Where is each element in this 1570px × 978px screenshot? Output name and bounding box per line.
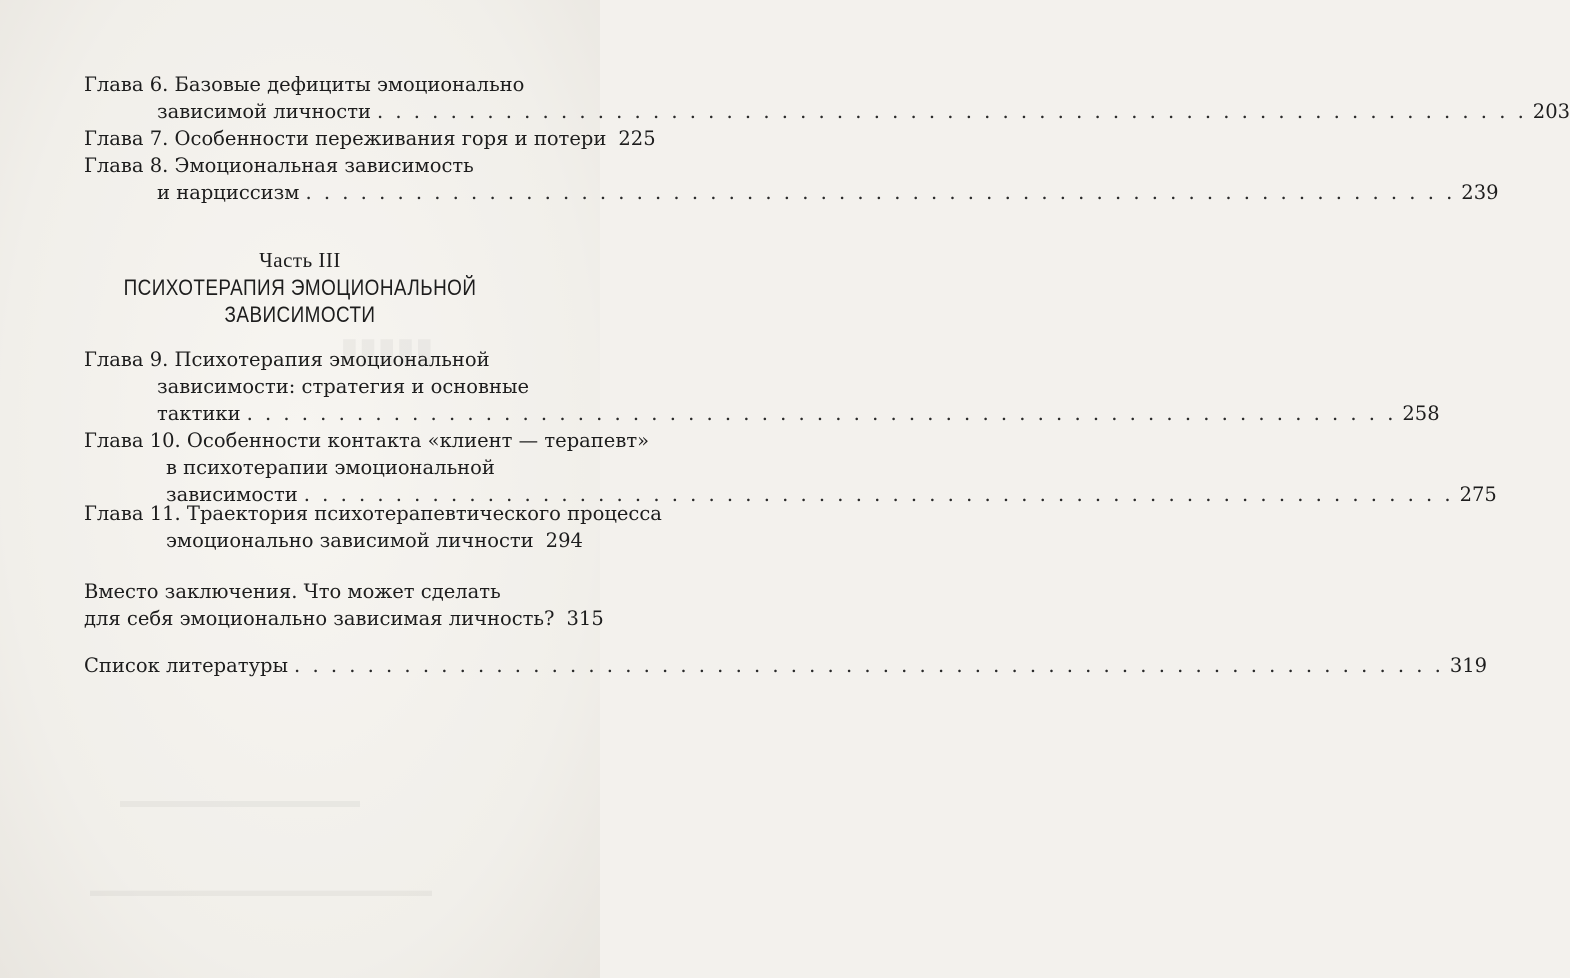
toc-entry-title: Глава 8. Эмоциональная зависимость <box>84 154 474 177</box>
dot-leader <box>294 652 1444 679</box>
part-title-continued: ЗАВИСИМОСТИ <box>224 302 376 327</box>
toc-entry-chapter-7[interactable] <box>84 125 656 152</box>
toc-entry-chapter-8[interactable] <box>84 152 1499 206</box>
toc-entry-title: Глава 7. Особенности переживания горя и потери <box>84 127 607 150</box>
toc-entry-title-continued: и нарциссизм <box>157 181 300 204</box>
page-number: 275 <box>1459 483 1497 506</box>
toc-entry-title: Глава 6. Базовые дефициты эмоционально <box>84 73 525 96</box>
toc-entry-title: Глава 10. Особенности контакта «клиент — терапевт» <box>84 429 650 452</box>
page-number: 239 <box>1461 181 1499 204</box>
part-title: ПСИХОТЕРАПИЯ ЭМОЦИОНАЛЬНОЙ <box>123 275 477 300</box>
dot-leader <box>247 400 1397 427</box>
toc-entry-title-continued: эмоционально зависимой личности <box>166 529 534 552</box>
toc-entry-title-continued: тактики <box>157 402 241 425</box>
toc-entry-conclusion[interactable] <box>84 578 604 632</box>
toc-entry-title-continued: зависимости: стратегия и основные <box>157 375 530 398</box>
toc-entry-references[interactable] <box>84 652 1488 679</box>
page-number: 258 <box>1402 402 1440 425</box>
page-number: 315 <box>566 607 604 630</box>
bleed-through-text <box>120 790 360 813</box>
toc-entry-title: Глава 11. Траектория психотерапевтического процесса <box>84 502 662 525</box>
dot-leader <box>377 98 1527 125</box>
part-label: Часть III <box>259 248 341 272</box>
part-header <box>0 248 600 328</box>
toc-entry-title-continued: для себя эмоционально зависимая личность? <box>84 607 555 630</box>
page-number: 225 <box>618 127 656 150</box>
toc-entry-title: Глава 9. Психотерапия эмоциональной <box>84 348 490 371</box>
toc-entry-chapter-11[interactable] <box>84 500 662 554</box>
toc-entry-title-continued: в психотерапии эмоциональной <box>166 456 495 479</box>
page-number: 294 <box>545 529 583 552</box>
page-number: 203 <box>1532 100 1570 123</box>
toc-entry-chapter-10[interactable] <box>84 427 1497 508</box>
toc-entry-title-continued: зависимой личности <box>157 100 371 123</box>
toc-entry-title: Вместо заключения. Что может сделать <box>84 580 501 603</box>
toc-entry-chapter-6[interactable] <box>84 71 1570 125</box>
toc-entry-title: Список литературы <box>84 654 289 677</box>
toc-entry-title-continued: зависимости <box>166 483 298 506</box>
bleed-through-text <box>90 880 432 901</box>
toc-entry-chapter-9[interactable] <box>84 346 1440 427</box>
dot-leader <box>305 179 1455 206</box>
page-number: 319 <box>1449 654 1488 677</box>
